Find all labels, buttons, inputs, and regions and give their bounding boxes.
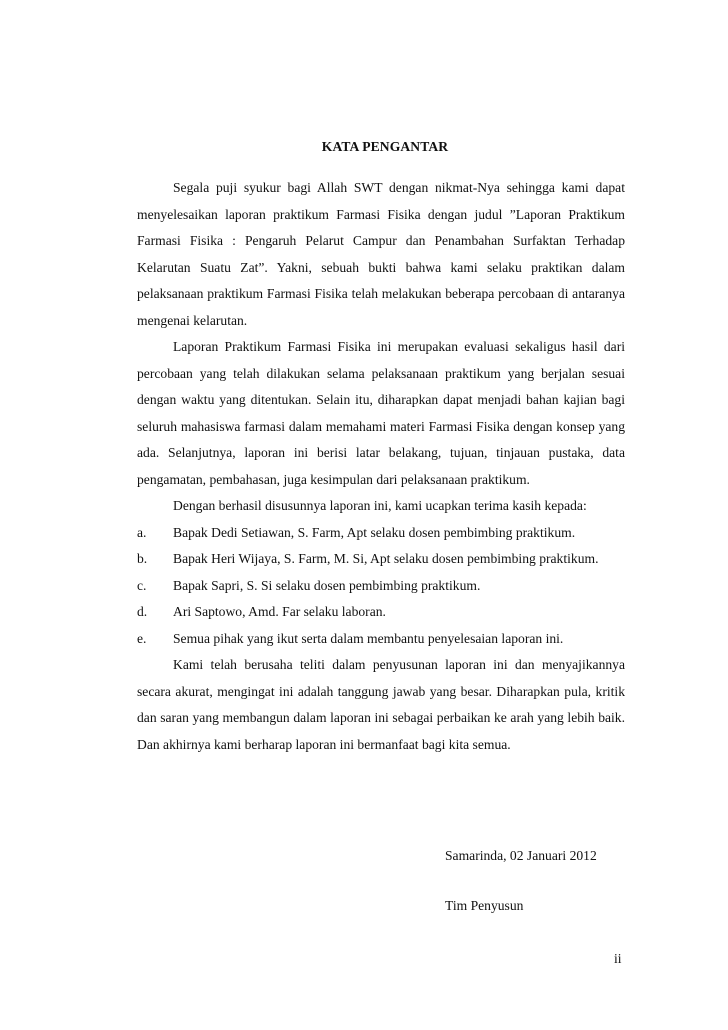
paragraph-thanks-intro: Dengan berhasil disusunnya laporan ini, kami ucapkan terima kasih kepada: (173, 498, 587, 513)
paragraph-opening: Segala puji syukur bagi Allah SWT dengan nikmat-Nya sehingga kami dapat menyelesaikan laporan praktikum Farmasi Fisika dengan judul ”Laporan Praktikum Farmasi Fisika : Pengaruh Pelarut Campur dan Penambahan Surfaktan Terhadap Kelarutan Suatu Zat”. Yakni, sebuah bukti bahwa kami selaku praktikan dalam pelaksanaan praktikum Farmasi Fisika telah melakukan beberapa percobaan di antaranya mengenai kelarutan. (137, 180, 625, 328)
list-item (137, 626, 625, 653)
list-item (137, 573, 625, 600)
signer-name: Tim Penyusun (445, 898, 524, 913)
list-item (137, 546, 625, 573)
list-item-text: Ari Saptowo, Amd. Far selaku laboran. (173, 604, 386, 619)
list-item-text: Semua pihak yang ikut serta dalam membantu penyelesaian laporan ini. (173, 630, 564, 646)
list-marker: d. (137, 604, 148, 619)
list-item (137, 599, 625, 626)
page-title: KATA PENGANTAR (321, 139, 449, 154)
list-marker: e. (137, 630, 147, 646)
place-date: Samarinda, 02 Januari 2012 (445, 848, 597, 863)
list-item (137, 520, 625, 547)
list-item-text: Bapak Dedi Setiawan, S. Farm, Apt selaku dosen pembimbing praktikum. (173, 524, 576, 540)
page-number: ii (614, 951, 622, 966)
paragraph-closing: Kami telah berusaha teliti dalam penyusunan laporan ini dan menyajikannya secara akurat, mengingat ini adalah tanggung jawab yang besar. Diharapkan pula, kritik dan saran yang membangun dalam laporan ini sebagai perbaikan ke arah yang lebih baik. Dan akhirnya kami berharap laporan ini bermanfaat bagi kita semua. (137, 657, 625, 752)
list-item-text: Bapak Sapri, S. Si selaku dosen pembimbing praktikum. (173, 577, 481, 593)
thanks-list (137, 520, 625, 653)
list-marker: a. (137, 524, 147, 540)
list-marker: c. (137, 577, 147, 593)
list-marker: b. (137, 551, 148, 566)
document-body (137, 175, 625, 758)
paragraph-evaluation: Laporan Praktikum Farmasi Fisika ini merupakan evaluasi sekaligus hasil dari percobaan yang telah dilakukan selama pelaksanaan praktikum yang berjalan sesuai dengan waktu yang ditentukan. Selain itu, diharapkan dapat menjadi bahan kajian bagi seluruh mahasiswa farmasi dalam memahami materi Farmasi Fisika dengan konsep yang ada. Selanjutnya, laporan ini berisi latar belakang, tujuan, tinjauan pustaka, data pengamatan, pembahasan, juga kesimpulan dari pelaksanaan praktikum. (137, 339, 625, 487)
list-item-text: Bapak Heri Wijaya, S. Farm, M. Si, Apt selaku dosen pembimbing praktikum. (173, 551, 599, 566)
